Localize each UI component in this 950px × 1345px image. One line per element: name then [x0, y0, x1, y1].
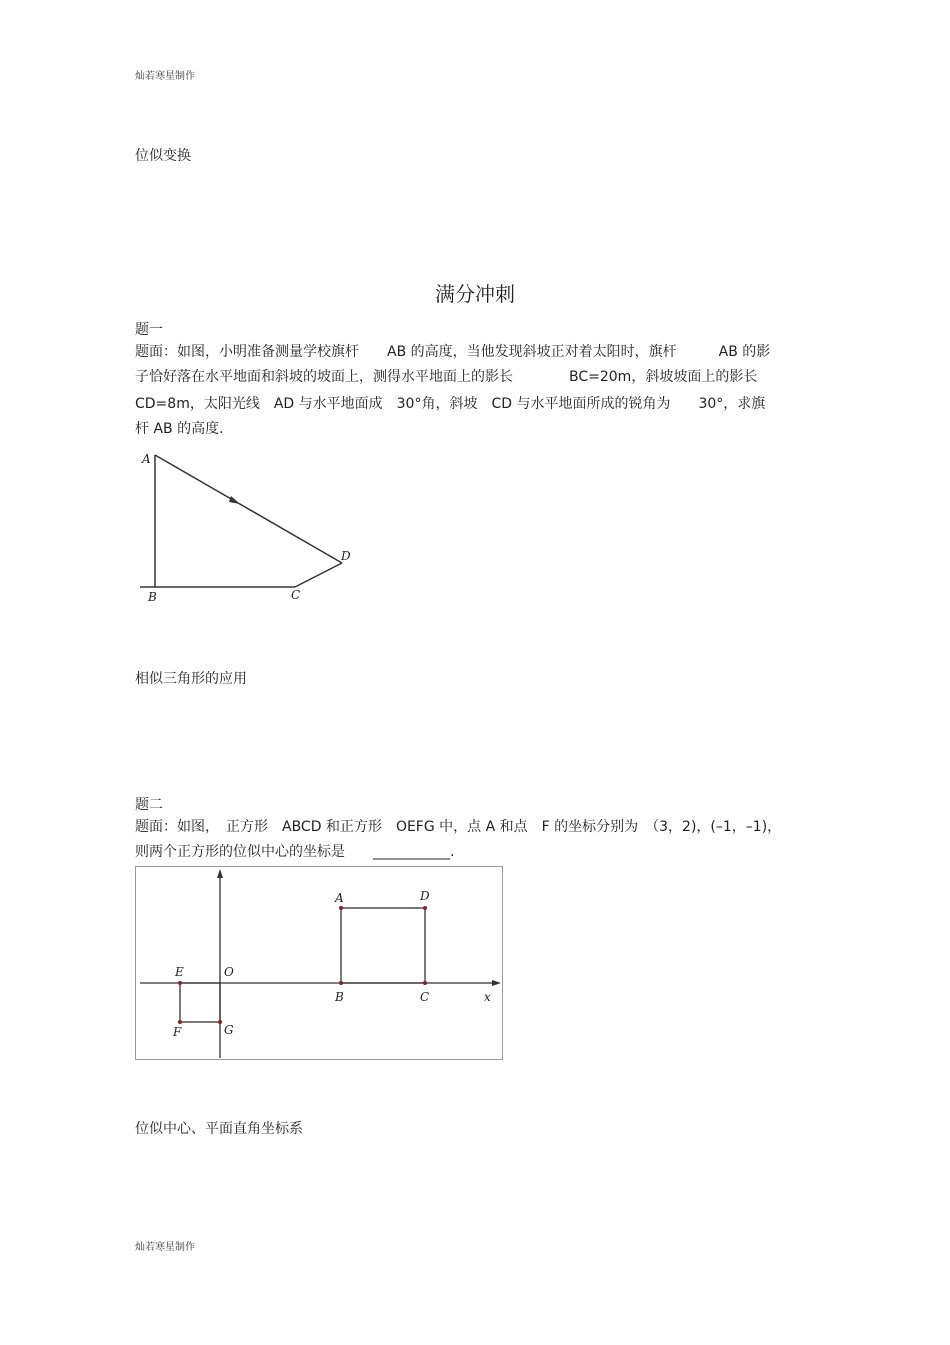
- problem1-text: [135, 340, 815, 440]
- problem1-topic: 相似三角形的应用: [135, 671, 247, 687]
- problem2-line-text: 则两个正方形的位似中心的坐标是: [135, 844, 373, 860]
- problem2-line: 题面：如图， 正方形 ABCD 和正方形 OEFG 中，点 A 和点 F 的坐标分别为 （3，2)，(–1，–1)，: [135, 819, 782, 835]
- section-title-top: 位似变换: [135, 148, 191, 164]
- problem2-text: [135, 815, 815, 865]
- problem2-heading: 题二: [135, 797, 163, 813]
- problem1-line: 题面：如图，小明准备测量学校旗杆 AB 的高度，当他发现斜坡正对着太阳时，旗杆 AB 的影: [135, 344, 771, 360]
- problem1-line: 子恰好落在水平地面和斜坡的坡面上，测得水平地面上的影长 BC=20m，斜坡坡面上的影长: [135, 369, 758, 385]
- page-footer: 灿若寒星制作: [135, 1242, 195, 1253]
- answer-blank[interactable]: ___________: [373, 844, 450, 860]
- label-c: C: [291, 588, 301, 602]
- page-header: 灿若寒星制作: [135, 71, 195, 82]
- label-d: D: [420, 889, 430, 903]
- answer-period: .: [450, 844, 455, 860]
- label-f: F: [173, 1025, 182, 1039]
- label-b: B: [335, 990, 344, 1004]
- figure-flagpole: [135, 445, 365, 610]
- label-d: D: [341, 549, 351, 563]
- problem1-line: 杆 AB 的高度.: [135, 421, 224, 437]
- label-c: C: [420, 990, 430, 1004]
- label-o: O: [224, 965, 234, 979]
- problem2-line: [135, 840, 454, 865]
- label-a: A: [142, 452, 151, 466]
- arrow-icon: [229, 496, 240, 504]
- label-g: G: [224, 1023, 234, 1037]
- problem1-heading: 题一: [135, 322, 163, 338]
- line-ad: [155, 455, 342, 563]
- figure-coordinate-squares: [135, 866, 503, 1060]
- label-x: x: [484, 990, 491, 1004]
- problem1-line: CD=8m，太阳光线 AD 与水平地面成 30°角，斜坡 CD 与水平地面所成的锐角为 30°，求旗: [135, 396, 766, 412]
- line-cd: [295, 563, 342, 587]
- label-b: B: [148, 590, 157, 604]
- label-e: E: [175, 965, 184, 979]
- label-a: A: [335, 891, 344, 905]
- problem2-topic: 位似中心、平面直角坐标系: [135, 1121, 303, 1137]
- main-title: 满分冲刺: [435, 282, 515, 306]
